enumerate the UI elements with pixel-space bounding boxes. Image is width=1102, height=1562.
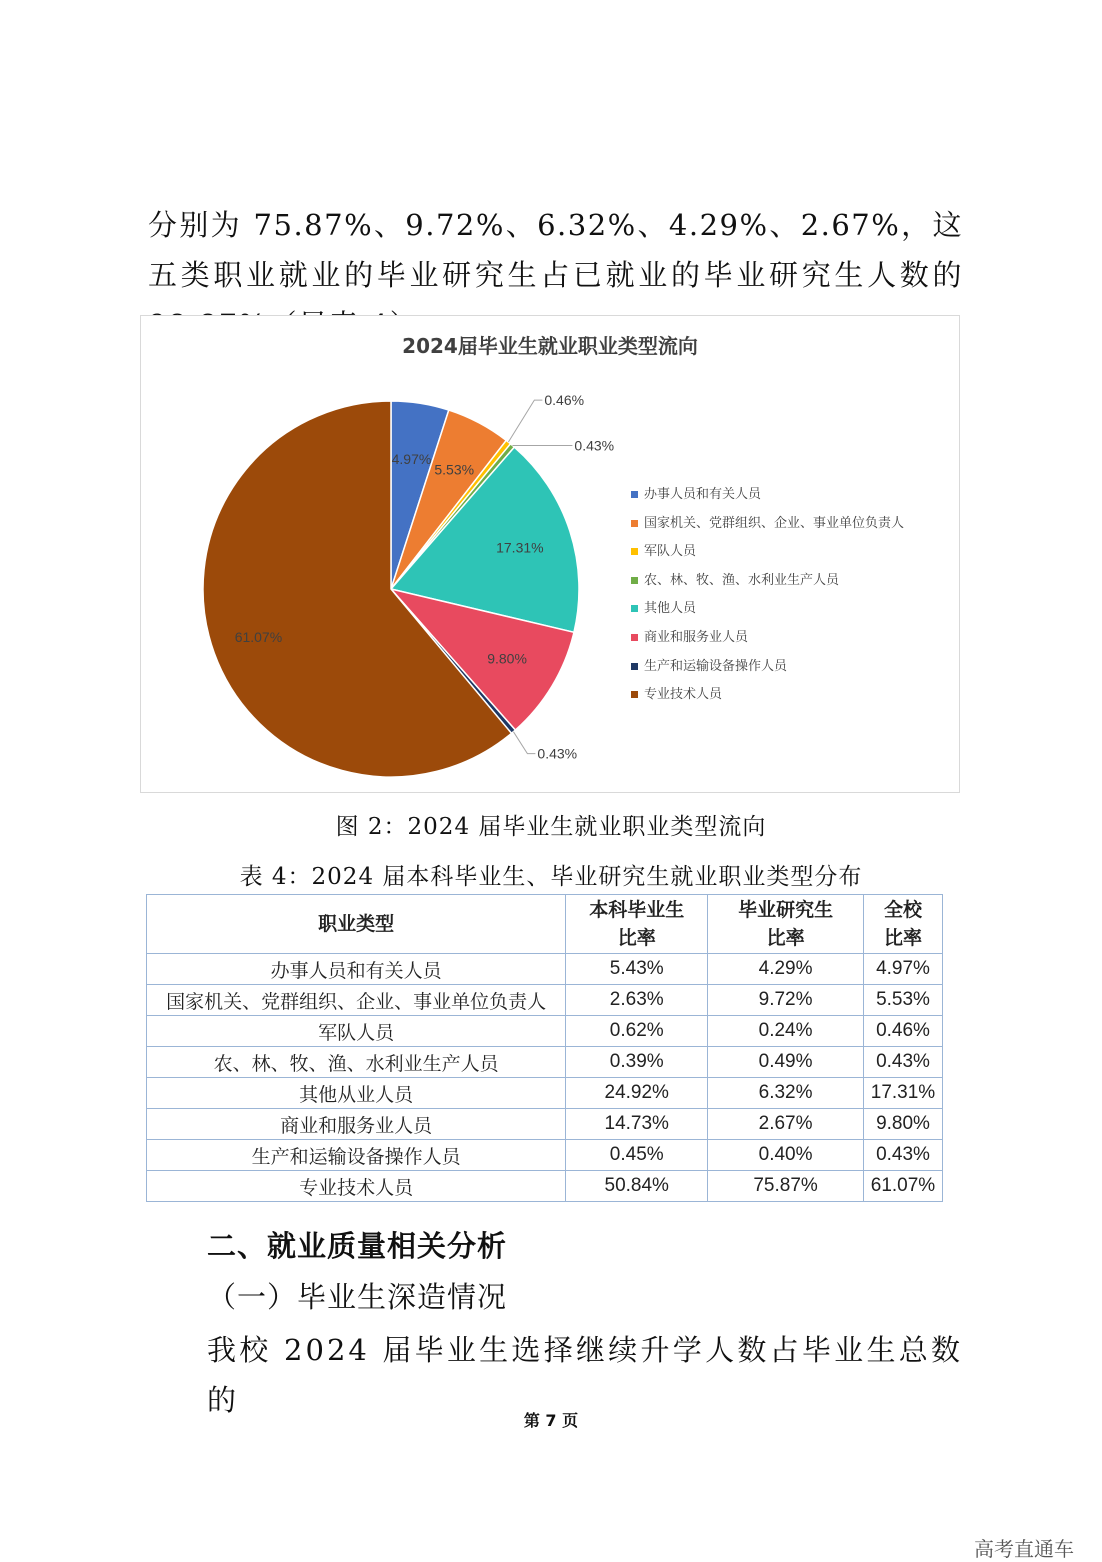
pie-data-label: 17.31%	[496, 539, 544, 556]
occupation-cell: 军队人员	[147, 1016, 566, 1047]
legend-label: 国家机关、党群组织、企业、事业单位负责人	[644, 515, 905, 531]
ratio-cell: 6.32%	[708, 1078, 864, 1109]
legend-label: 军队人员	[644, 544, 697, 560]
ratio-cell: 0.40%	[708, 1140, 864, 1171]
pie-data-label: 5.53%	[434, 461, 475, 478]
legend-item	[631, 681, 904, 710]
ratio-cell: 14.73%	[566, 1109, 708, 1140]
legend-item	[631, 481, 904, 510]
legend-swatch	[631, 691, 638, 698]
ratio-cell: 0.46%	[864, 1016, 943, 1047]
legend-label: 其他人员	[644, 601, 697, 617]
leader-line	[513, 732, 535, 754]
occupation-cell: 生产和运输设备操作人员	[147, 1140, 566, 1171]
occupation-cell: 农、林、牧、渔、水利业生产人员	[147, 1047, 566, 1078]
occupation-cell: 国家机关、党群组织、企业、事业单位负责人	[147, 985, 566, 1016]
pie-data-label: 61.07%	[234, 629, 283, 646]
legend-label: 商业和服务业人员	[644, 629, 749, 645]
ratio-cell: 75.87%	[708, 1171, 864, 1202]
legend-swatch	[631, 520, 638, 527]
legend-item	[631, 510, 904, 539]
column-header: 职业类型	[147, 895, 566, 954]
table-header-row	[147, 895, 943, 954]
ratio-cell: 0.49%	[708, 1047, 864, 1078]
pie-data-label: 0.43%	[574, 437, 615, 454]
body-paragraph: 分别为 75.87%、9.72%、6.32%、4.29%、2.67%，这五类职业就业的毕业研究生占已就业的毕业研究生人数的	[148, 208, 963, 292]
table-row	[147, 1016, 943, 1047]
ratio-cell: 0.43%	[864, 1047, 943, 1078]
ratio-cell: 0.24%	[708, 1016, 864, 1047]
ratio-cell: 9.72%	[708, 985, 864, 1016]
column-header: 全校 比率	[864, 895, 943, 954]
leader-line	[508, 400, 542, 442]
ratio-cell: 4.29%	[708, 954, 864, 985]
legend-label: 办事人员和有关人员	[644, 487, 762, 502]
occupation-cell: 其他从业人员	[147, 1078, 566, 1109]
ratio-cell: 2.67%	[708, 1109, 864, 1140]
legend-item	[631, 653, 904, 682]
chart-title: 2024届毕业生就业职业类型流向	[402, 334, 698, 358]
ratio-cell: 5.43%	[566, 954, 708, 985]
legend-item	[631, 538, 904, 567]
ratio-cell: 24.92%	[566, 1078, 708, 1109]
ratio-cell: 17.31%	[864, 1078, 943, 1109]
ratio-cell: 0.62%	[566, 1016, 708, 1047]
column-header: 毕业研究生 比率	[708, 895, 864, 954]
pie-chart-figure	[140, 315, 960, 793]
ratio-cell: 4.97%	[864, 954, 943, 985]
chart-legend	[631, 481, 904, 710]
section-heading: 二、就业质量相关分析	[207, 1229, 508, 1263]
body-paragraph-2: 我校 2024 届毕业生选择继续升学人数占毕业生总数的	[207, 1333, 963, 1417]
table-row	[147, 1078, 943, 1109]
page-number: 第 7 页	[523, 1411, 579, 1430]
column-header: 本科毕业生 比率	[566, 895, 708, 954]
legend-swatch	[631, 548, 638, 555]
legend-item	[631, 567, 904, 596]
legend-label: 专业技术人员	[644, 687, 723, 703]
table-row	[147, 1171, 943, 1202]
ratio-cell: 2.63%	[566, 985, 708, 1016]
table-row	[147, 1047, 943, 1078]
occupation-table	[146, 894, 943, 1202]
pie-data-label: 4.97%	[391, 451, 432, 468]
legend-item	[631, 595, 904, 624]
ratio-cell: 50.84%	[566, 1171, 708, 1202]
ratio-cell: 5.53%	[864, 985, 943, 1016]
ratio-cell: 0.39%	[566, 1047, 708, 1078]
table-row	[147, 1140, 943, 1171]
table-caption: 表 4：2024 届本科毕业生、毕业研究生就业职业类型分布	[239, 864, 863, 890]
subsection-heading: （一）毕业生深造情况	[207, 1280, 508, 1314]
pie-data-label: 9.80%	[487, 650, 527, 667]
legend-item	[631, 624, 904, 653]
legend-label: 农、林、牧、渔、水利业生产人员	[644, 572, 840, 588]
watermark: 高考直通车	[974, 1537, 1074, 1561]
legend-swatch	[631, 491, 638, 498]
table-row	[147, 985, 943, 1016]
legend-swatch	[631, 577, 638, 584]
legend-swatch	[631, 634, 638, 641]
legend-label: 生产和运输设备操作人员	[644, 658, 788, 674]
pie-data-label: 0.46%	[544, 392, 585, 409]
legend-swatch	[631, 663, 638, 670]
ratio-cell: 9.80%	[864, 1109, 943, 1140]
table-row	[147, 1109, 943, 1140]
ratio-cell: 0.43%	[864, 1140, 943, 1171]
legend-swatch	[631, 605, 638, 612]
occupation-cell: 专业技术人员	[147, 1171, 566, 1202]
ratio-cell: 0.45%	[566, 1140, 708, 1171]
occupation-cell: 商业和服务业人员	[147, 1109, 566, 1140]
table-row	[147, 954, 943, 985]
figure-caption: 图 2：2024 届毕业生就业职业类型流向	[335, 814, 767, 840]
pie-data-label: 0.43%	[537, 745, 578, 762]
occupation-cell: 办事人员和有关人员	[147, 954, 566, 985]
ratio-cell: 61.07%	[864, 1171, 943, 1202]
